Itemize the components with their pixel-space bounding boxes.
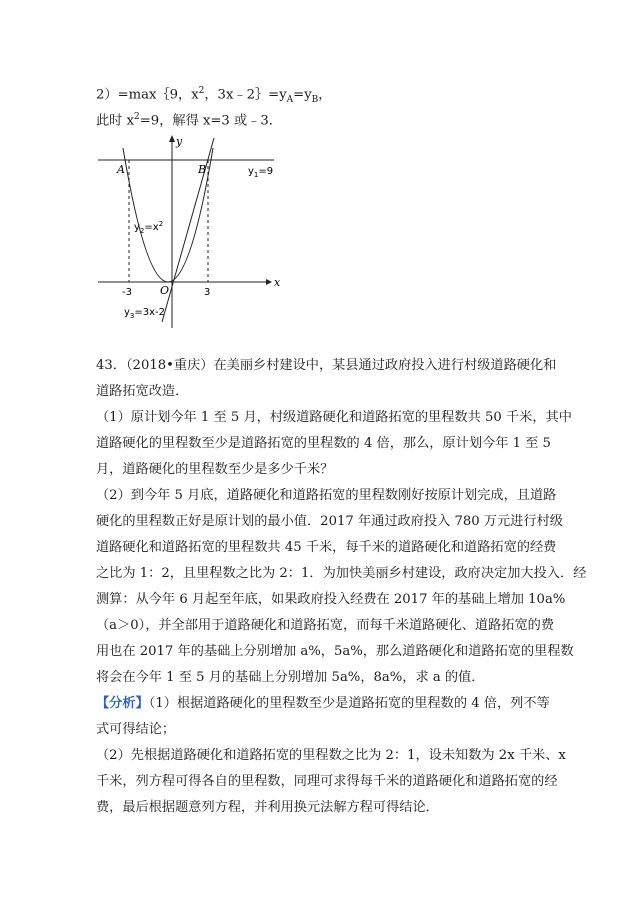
problem-line-3: （1）原计划今年 1 至 5 月，村级道路硬化和道路拓宽的里程数共 50 千米，其中 [96, 410, 572, 425]
analysis-line-4: 千米，列方程可得各自的里程数，同理可求得每千米的道路硬化和道路拓宽的经 [96, 774, 558, 789]
problem-line-4: 道路硬化的里程数至少是道路拓宽的里程数的 4 倍，那么，原计划今年 1 至 5 [96, 436, 551, 451]
analysis-tag: 【分析】 [96, 696, 149, 711]
problem-line-9: 之比为 1：2，且里程数之比为 2：1．为加快美丽乡村建设，政府决定加大投入．经 [96, 566, 587, 581]
problem-line-10: 测算：从今年 6 月起至年底，如果政府投入经费在 2017 年的基础上增加 10a% [96, 592, 566, 607]
problem-line-12: 用也在 2017 年的基础上分别增加 a%，5a%，那么道路硬化和道路拓宽的里程数 [96, 644, 574, 659]
problem-line-13: 将会在今年 1 至 5 月的基础上分别增加 5a%，8a%，求 a 的值． [96, 670, 485, 685]
label-y3: $y_3=3x-2$ [124, 307, 166, 320]
label-y-axis: y [176, 135, 183, 148]
problem-line-2: 道路拓宽改造． [96, 384, 189, 399]
label-x-axis: x [274, 276, 281, 289]
function-graph [96, 132, 286, 328]
analysis-line-2: 式可得结论； [96, 722, 176, 737]
problem-line-11: （a＞0），并全部用于道路硬化和道路拓宽，而每千米道路硬化、道路拓宽的费 [96, 618, 555, 633]
problem-line-1: 43．（2018•重庆）在美丽乡村建设中，某县通过政府投入进行村级道路硬化和 [96, 358, 557, 373]
y-axis-arrow-icon [169, 135, 175, 142]
derivation-line-1: 2）=max｛9，$x^2$，$3x﹣2\}=y_A=y_B$， [96, 86, 332, 106]
analysis-line-1: 【分析】（1）根据道路硬化的里程数至少是道路拓宽的里程数的 4 倍，列不等 [96, 696, 550, 711]
label-y1: $y_1=9$ [248, 166, 274, 179]
problem-line-5: 月，道路硬化的里程数至少是多少千米？ [96, 462, 334, 477]
label-tick-neg3: -3 [122, 287, 132, 298]
label-y2: $y_2=x^2$ [134, 220, 164, 235]
derivation-line-2: 此时 $x^2=9$，解得 x=3 或﹣3． [96, 112, 282, 129]
x-axis-arrow-icon [266, 279, 272, 285]
problem-line-7: 硬化的里程数正好是原计划的最小值．2017 年通过政府投入 780 万元进行村级 [96, 514, 563, 529]
label-tick-3: 3 [204, 287, 211, 298]
analysis-line-5: 费，最后根据题意列方程，并利用换元法解方程可得结论． [96, 800, 439, 815]
label-point-b: B [198, 163, 207, 176]
label-point-a: A [117, 163, 125, 176]
problem-line-8: 道路硬化和道路拓宽的里程数共 45 千米，每千米的道路硬化和道路拓宽的经费 [96, 540, 557, 555]
analysis-line-3: （2）先根据道路硬化和道路拓宽的里程数之比为 2：1，设未知数为 2x 千米、x [96, 748, 566, 763]
label-origin: O [160, 284, 170, 297]
problem-line-6: （2）到今年 5 月底，道路硬化和道路拓宽的里程数刚好按原计划完成，且道路 [96, 488, 557, 503]
